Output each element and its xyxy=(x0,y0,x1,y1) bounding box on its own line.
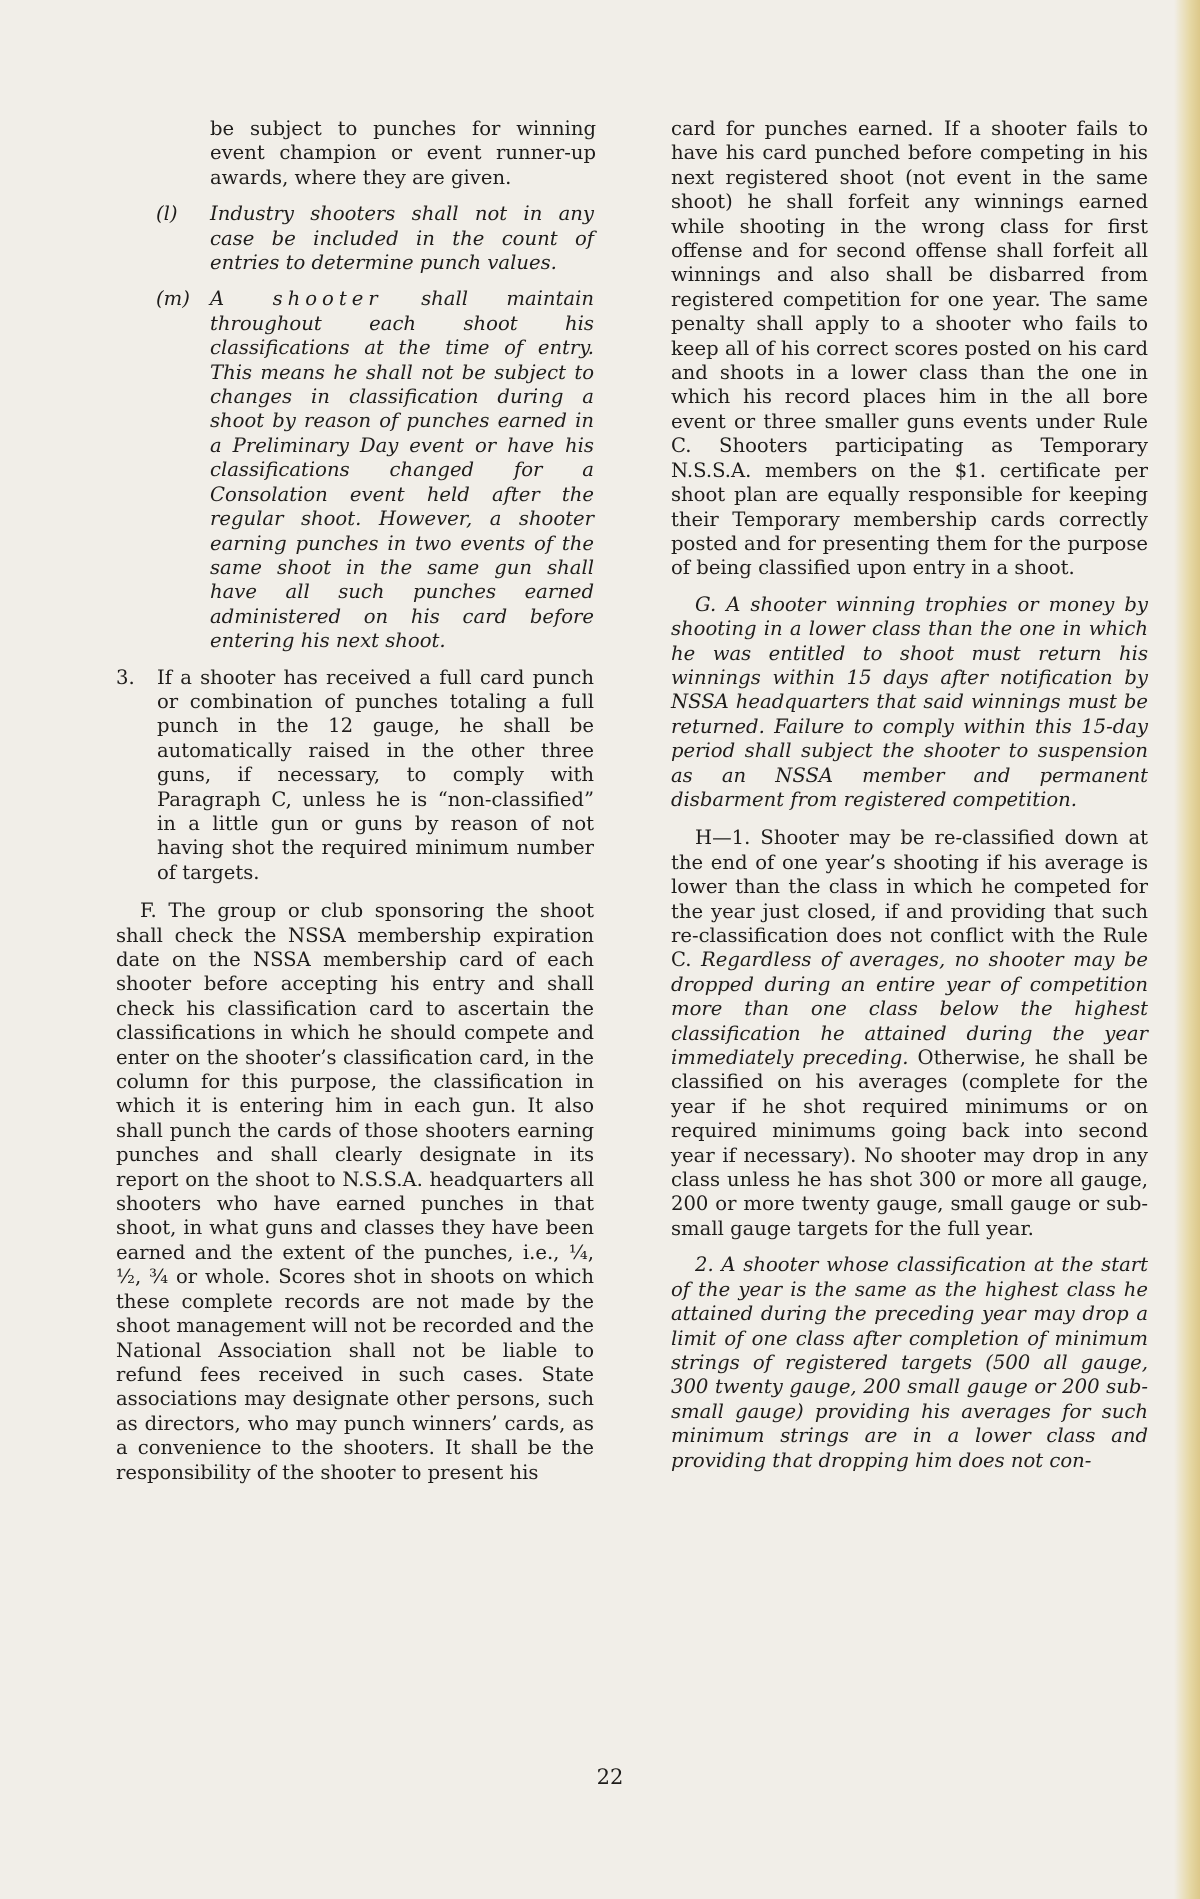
paragraph-h1-part-b: Regardless of averages, no shooter may be dropped during an entire year of competition more than one class below the highest classification he attained during the year immediately preceding. xyxy=(671,948,1148,1070)
item-l-label: (l) xyxy=(156,202,178,226)
item-m-text: shall maintain throughout each shoot his classifications at the time of entry. This means he shall not be subject to changes in classification during a shoot by reason of punches earned in a Preliminary Day event or have his classifications changed for a Consolation event held after the regular shoot. However, a shooter earning punches in two events of the same shoot in the same gun shall have all such punches earned administered on his card before entering his next shoot. xyxy=(210,287,594,653)
item-3-text: If a shooter has received a full card punch or combination of punches totaling a full punch in the 12 gauge, he shall be automatically raised in the other three guns, if necessary, to comply with Paragraph C, unless he is “non-classified” in a little gun or guns by reason of not having shot the required minimum number of targets. xyxy=(157,665,594,884)
left-column xyxy=(116,117,594,1485)
page-number: 22 xyxy=(596,1765,624,1789)
paragraph-g: G. A shooter winning trophies or money by shooting in a lower class than the one in which he was entitled to shoot must return his winnings within 15 days after notification by NSSA headquarters that said winnings must be returned. Failure to comply within this 15-day period shall subject the shooter to suspension as an NSSA member and permanent disbarment from registered competition. xyxy=(671,592,1148,811)
item-l-text: Industry shooters shall not in any case be included in the count of entries to determine punch values. xyxy=(210,202,594,275)
item-3-label: 3. xyxy=(116,665,135,689)
paragraph-h1-part-a: H—1. Shooter may be re-classified down at the end of one year’s shooting if his average is lower than the class in which he competed for the year just closed, if and providing that such re-classification does not conflict with the Rule C. xyxy=(671,826,1148,972)
item-m-label: (m) xyxy=(156,287,190,311)
item-m-paragraph xyxy=(210,287,594,653)
paragraph-h2: 2. A shooter whose classification at the start of the year is the same as the highest class he attained during the preceding year may drop a limit of one class after completion of minimum strings of registered targets (500 all gauge, 300 twenty gauge, 200 small gauge or 200 sub-small gauge) providing his averages for such minimum strings are in a lower class and providing that dropping him does not con- xyxy=(671,1253,1148,1472)
item-l xyxy=(116,202,594,275)
right-column xyxy=(671,117,1148,1473)
right-continued-paragraph: card for punches earned. If a shooter fails to have his card punched before competing in his next registered shoot (not event in the same shoot) he shall forfeit any winnings earned while shooting in the wrong class for first offense and for second offense shall forfeit all winnings and also shall be disbarred from registered competition for one year. The same penalty shall apply to a shooter who fails to keep all of his correct scores posted on his card and shoots in a lower class than the one in which his record places him in the all bore event or three smaller guns events under Rule C. Shooters participating as Temporary N.S.S.A. members on the $1. certificate per shoot plan are equally responsible for keeping their Temporary membership cards correctly posted and for presenting them for the purpose of being classified upon entry in a shoot. xyxy=(671,117,1148,580)
paragraph-h1 xyxy=(671,826,1148,1241)
item-m xyxy=(116,287,594,653)
left-continued-paragraph: be subject to punches for winning event champion or event runner-up awards, where they are given. xyxy=(210,117,596,189)
paragraph-h1-part-c: Otherwise, he shall be classified on his averages (complete for the year if he shot required minimums or on required minimums going back into second year if necessary). No shooter may drop in any class unless he has shot 300 or more all gauge, 200 or more twenty gauge, small gauge or sub-small gauge targets for the full year. xyxy=(671,1046,1148,1240)
item-3 xyxy=(116,666,594,886)
paragraph-f: F. The group or club sponsoring the shoot shall check the NSSA membership expiration date on the NSSA membership card of each shooter before accepting his entry and shall check his classification card to ascertain the classifications in which he should compete and enter on the shooter’s classification card, in the column for this purpose, the classification in which it is entering him in each gun. It also shall punch the cards of those shooters earning punches and shall clearly designate in its report on the shoot to N.S.S.A. headquarters all shooters who have earned punches in that shoot, in what guns and classes they have been earned and the extent of the punches, i.e., ¼, ½, ¾ or whole. Scores shot in shoots on which these complete records are not made by the shoot management will not be recorded and the National Association shall not be liable to refund fees received in such cases. State associations may designate other persons, such as directors, who may punch winners’ cards, as a convenience to the shooters. It shall be the responsibility of the shooter to present his xyxy=(116,899,594,1484)
item-m-lead: A shooter xyxy=(210,287,383,311)
page-edge xyxy=(1174,0,1200,1899)
